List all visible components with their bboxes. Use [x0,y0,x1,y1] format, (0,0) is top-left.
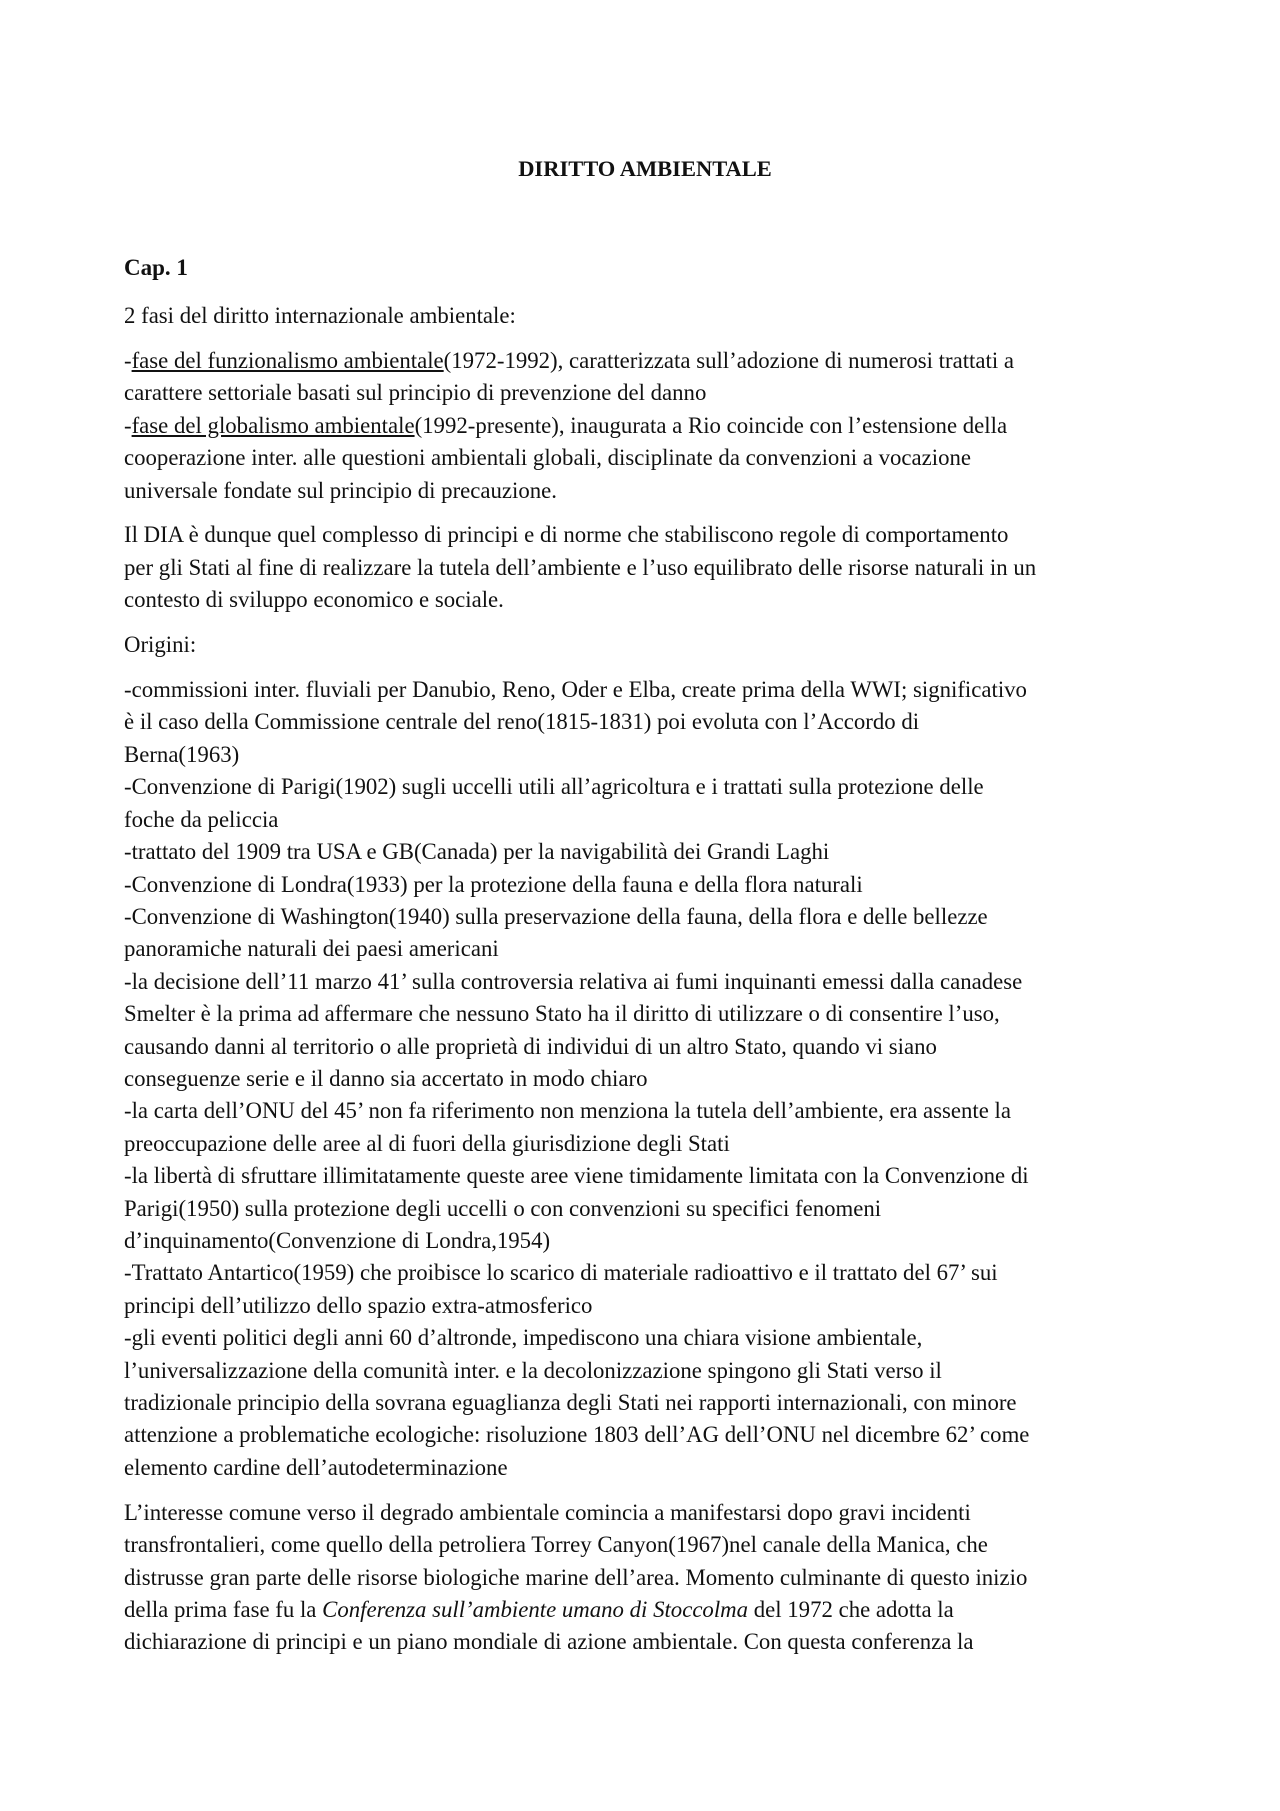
origins-line: tradizionale principio della sovrana eguaglianza degli Stati nei rapporti internazionali, con minore [124,1390,1017,1415]
origins-line: causando danni al territorio o alle proprietà di individui di un altro Stato, quando vi siano [124,1033,937,1059]
origins-line: principi dell’utilizzo dello spazio extra-atmosferico [124,1292,593,1318]
origins-line: -Convenzione di Londra(1933) per la protezione della fauna e della flora naturali [124,871,863,897]
phase2-rest: (1992-presente), inaugurata a Rio coincide con l’estensione della [414,412,1008,438]
origins-line: -la libertà di sfruttare illimitatamente queste aree viene timidamente limitata con la Convenzione di [124,1163,1029,1189]
origins-line: Smelter è la prima ad affermare che nessuno Stato ha il diritto di utilizzare o di consentire l’uso, [124,1001,1000,1027]
origins-line: preoccupazione delle aree al di fuori della giurisdizione degli Stati [124,1130,730,1156]
stockholm-line: L’interesse comune verso il degrado ambientale comincia a manifestarsi dopo gravi incidenti [124,1499,971,1525]
phase1-rest: (1972-1992), caratterizzata sull’adozione di numerosi trattati a [443,347,1014,373]
origins-line: Berna(1963) [124,741,240,767]
phases-paragraph [124,345,1166,507]
origins-line: conseguenze serie e il danno sia accertato in modo chiaro [124,1065,648,1091]
intro-paragraph [124,300,1166,332]
phase2-dash: - [124,412,132,438]
origins-line: -la carta dell’ONU del 45’ non fa riferimento non menziona la tutela dell’ambiente, era assente la [124,1098,1012,1124]
stockholm-conference-title: Conferenza sull’ambiente umano di Stoccolma [322,1596,749,1622]
phase2-line2: cooperazione inter. alle questioni ambientali globali, disciplinate da convenzioni a vocazione [124,445,971,471]
origins-line: l’universalizzazione della comunità inter. e la decolonizzazione spingono gli Stati verso il [124,1357,942,1383]
phase2-line3: universale fondate sul principio di precauzione. [124,477,557,503]
stockholm-line: dichiarazione di principi e un piano mondiale di azione ambientale. Con questa conferenza la [124,1629,974,1655]
dia-line: Il DIA è dunque quel complesso di principi e di norme che stabiliscono regole di comportamento [124,522,1009,548]
origins-line: -Convenzione di Parigi(1902) sugli uccelli utili all’agricoltura e i trattati sulla protezione delle [124,774,984,800]
origins-line: foche da peliccia [124,806,279,832]
intro-line: 2 fasi del diritto internazionale ambientale: [124,303,516,328]
origins-line: -trattato del 1909 tra USA e GB(Canada) per la navigabilità dei Grandi Laghi [124,839,830,865]
origins-line: è il caso della Commissione centrale del reno(1815-1831) poi evoluta con l’Accordo di [124,709,920,735]
origins-line: Parigi(1950) sulla protezione degli uccelli o con convenzioni su specifici fenomeni [124,1195,882,1221]
phase2-term: fase del globalismo ambientale [131,412,415,438]
dia-line: contesto di sviluppo economico e sociale. [124,587,504,613]
origins-line: panoramiche naturali dei paesi americani [124,936,499,962]
phase1-term: fase del funzionalismo ambientale [131,347,444,373]
phase1-dash: - [124,347,132,373]
document-body [124,300,1166,1671]
origins-paragraph [124,674,1166,1484]
origins-line: -la decisione dell’11 marzo 41’ sulla controversia relativa ai fumi inquinanti emessi dalla canadese [124,968,1023,994]
origins-line: d’inquinamento(Convenzione di Londra,1954) [124,1227,551,1253]
origins-heading-text: Origini: [124,632,197,658]
stockholm-line [124,1594,1166,1626]
dia-line: per gli Stati al fine di realizzare la tutela dell’ambiente e l’uso equilibrato delle risorse naturali in un [124,554,1037,580]
stockholm-line4-pre: della prima fase fu la [124,1596,323,1622]
stockholm-line: distrusse gran parte delle risorse biologiche marine dell’area. Momento culminante di questo inizio [124,1564,1028,1590]
origins-line: -Trattato Antartico(1959) che proibisce lo scarico di materiale radioattivo e il trattato del 67’ sui [124,1260,998,1286]
origins-line: -gli eventi politici degli anni 60 d’altronde, impediscono una chiara visione ambientale, [124,1325,923,1351]
stockholm-line4-post: del 1972 che adotta la [748,1596,954,1622]
stockholm-paragraph [124,1497,1166,1659]
origins-line: elemento cardine dell’autodeterminazione [124,1454,508,1480]
phase1-line [124,345,1166,377]
origins-line: attenzione a problematiche ecologiche: risoluzione 1803 dell’AG dell’ONU nel dicembre 62’ come [124,1422,1030,1448]
origins-line: -commissioni inter. fluviali per Danubio, Reno, Oder e Elba, create prima della WWI; significativo [124,677,1027,703]
phase2-line [124,410,1166,442]
document-title: DIRITTO AMBIENTALE [518,156,772,181]
dia-paragraph [124,519,1166,616]
chapter-heading: Cap. 1 [124,255,188,280]
stockholm-line: transfrontalieri, come quello della petroliera Torrey Canyon(1967)nel canale della Manica, che [124,1532,988,1558]
phase1-line2: carattere settoriale basati sul principio di prevenzione del danno [124,380,707,406]
origins-line: -Convenzione di Washington(1940) sulla preservazione della fauna, della flora e delle bellezze [124,903,988,929]
origins-heading [124,629,1166,661]
